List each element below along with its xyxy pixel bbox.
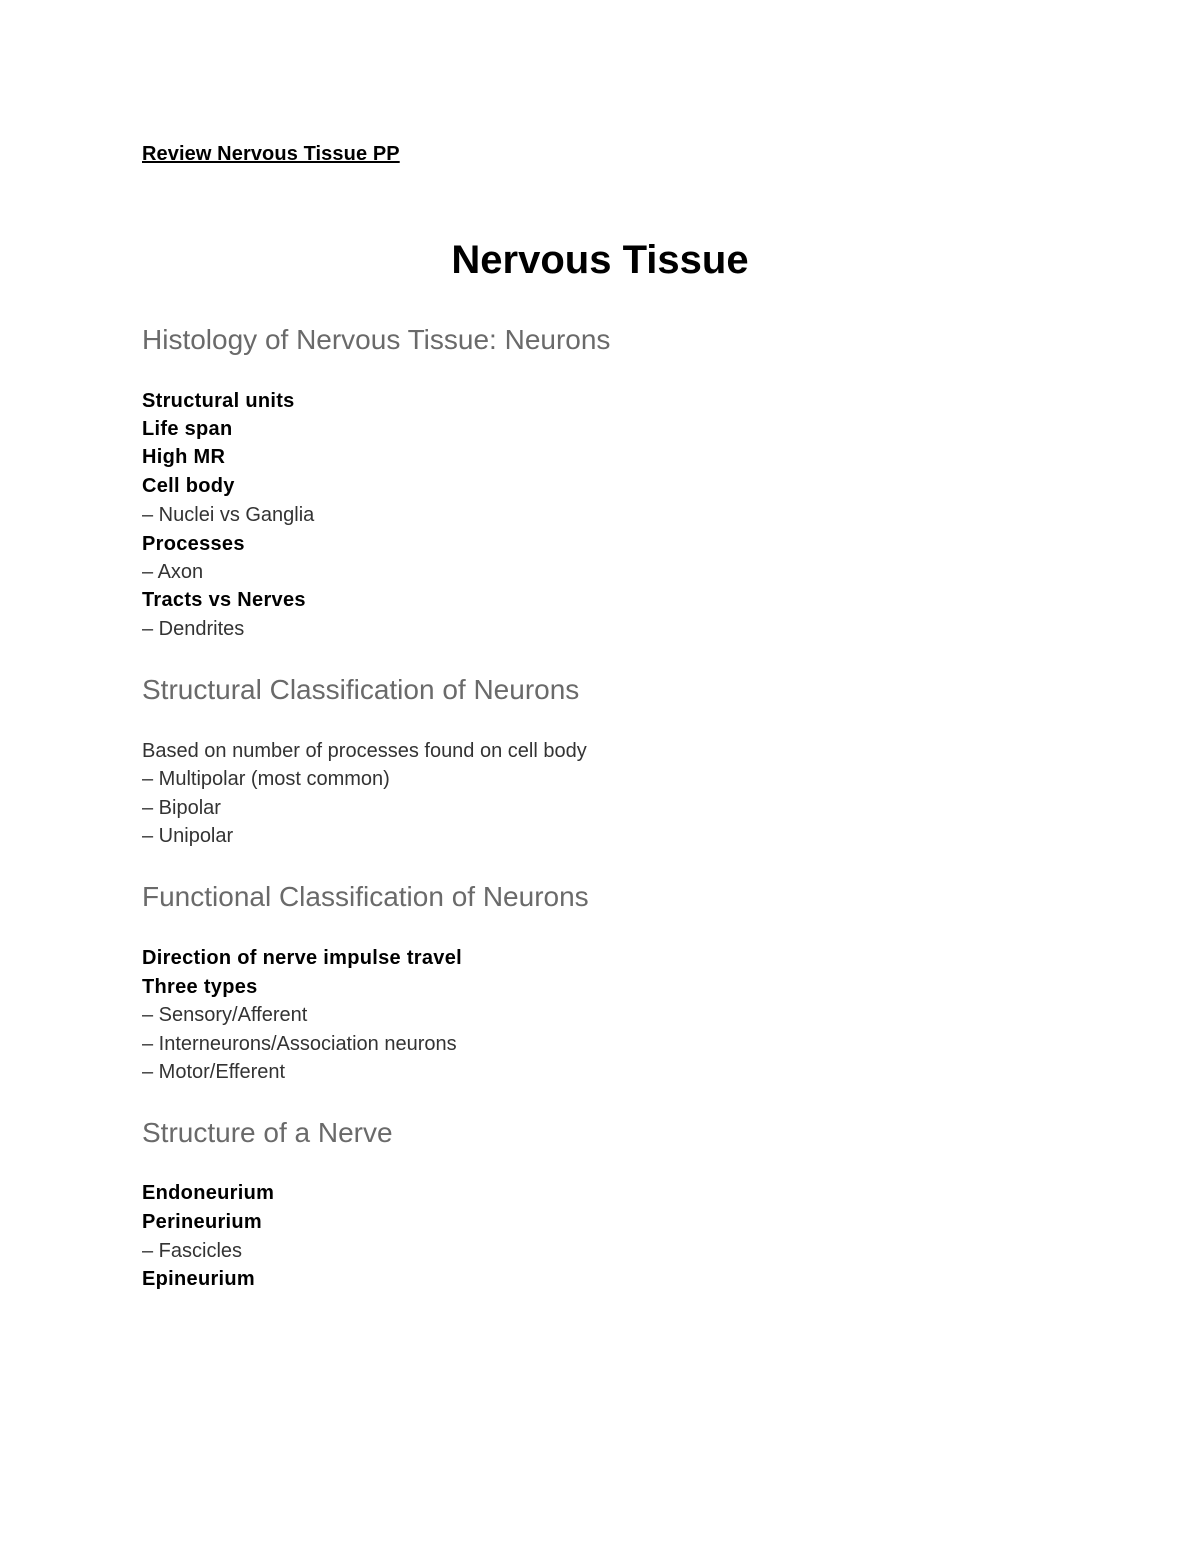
list-item: – Motor/Efferent <box>142 1061 286 1083</box>
list-item: – Sensory/Afferent <box>142 1004 308 1026</box>
list-item: Structural units <box>142 390 295 412</box>
list-item: Direction of nerve impulse travel <box>142 947 462 969</box>
list-item: – Interneurons/Association neurons <box>142 1033 457 1055</box>
list-item: – Fascicles <box>142 1240 243 1262</box>
list-item: – Bipolar <box>142 797 221 819</box>
list-item: Based on number of processes found on cell body <box>142 740 587 762</box>
list-item: Perineurium <box>142 1211 262 1233</box>
list-item: – Unipolar <box>142 825 234 847</box>
list-item: – Dendrites <box>142 618 245 640</box>
section-heading-structure-of-nerve: Structure of a Nerve <box>142 1117 393 1148</box>
list-item: Processes <box>142 533 245 555</box>
list-item: Three types <box>142 976 258 998</box>
list-item: – Axon <box>142 561 204 583</box>
review-link[interactable]: Review Nervous Tissue PP <box>142 143 400 165</box>
list-item: Life span <box>142 418 233 440</box>
list-item: Cell body <box>142 475 235 497</box>
list-item: – Nuclei vs Ganglia <box>142 504 315 526</box>
section-heading-functional-classification: Functional Classification of Neurons <box>142 881 589 912</box>
list-item: – Multipolar (most common) <box>142 768 390 790</box>
list-item: Epineurium <box>142 1268 256 1290</box>
list-item: Tracts vs Nerves <box>142 589 306 611</box>
section-heading-histology: Histology of Nervous Tissue: Neurons <box>142 324 611 355</box>
section-heading-structural-classification: Structural Classification of Neurons <box>142 674 580 705</box>
document-title: Nervous Tissue <box>451 238 749 282</box>
list-item: High MR <box>142 446 226 468</box>
list-item: Endoneurium <box>142 1182 275 1204</box>
